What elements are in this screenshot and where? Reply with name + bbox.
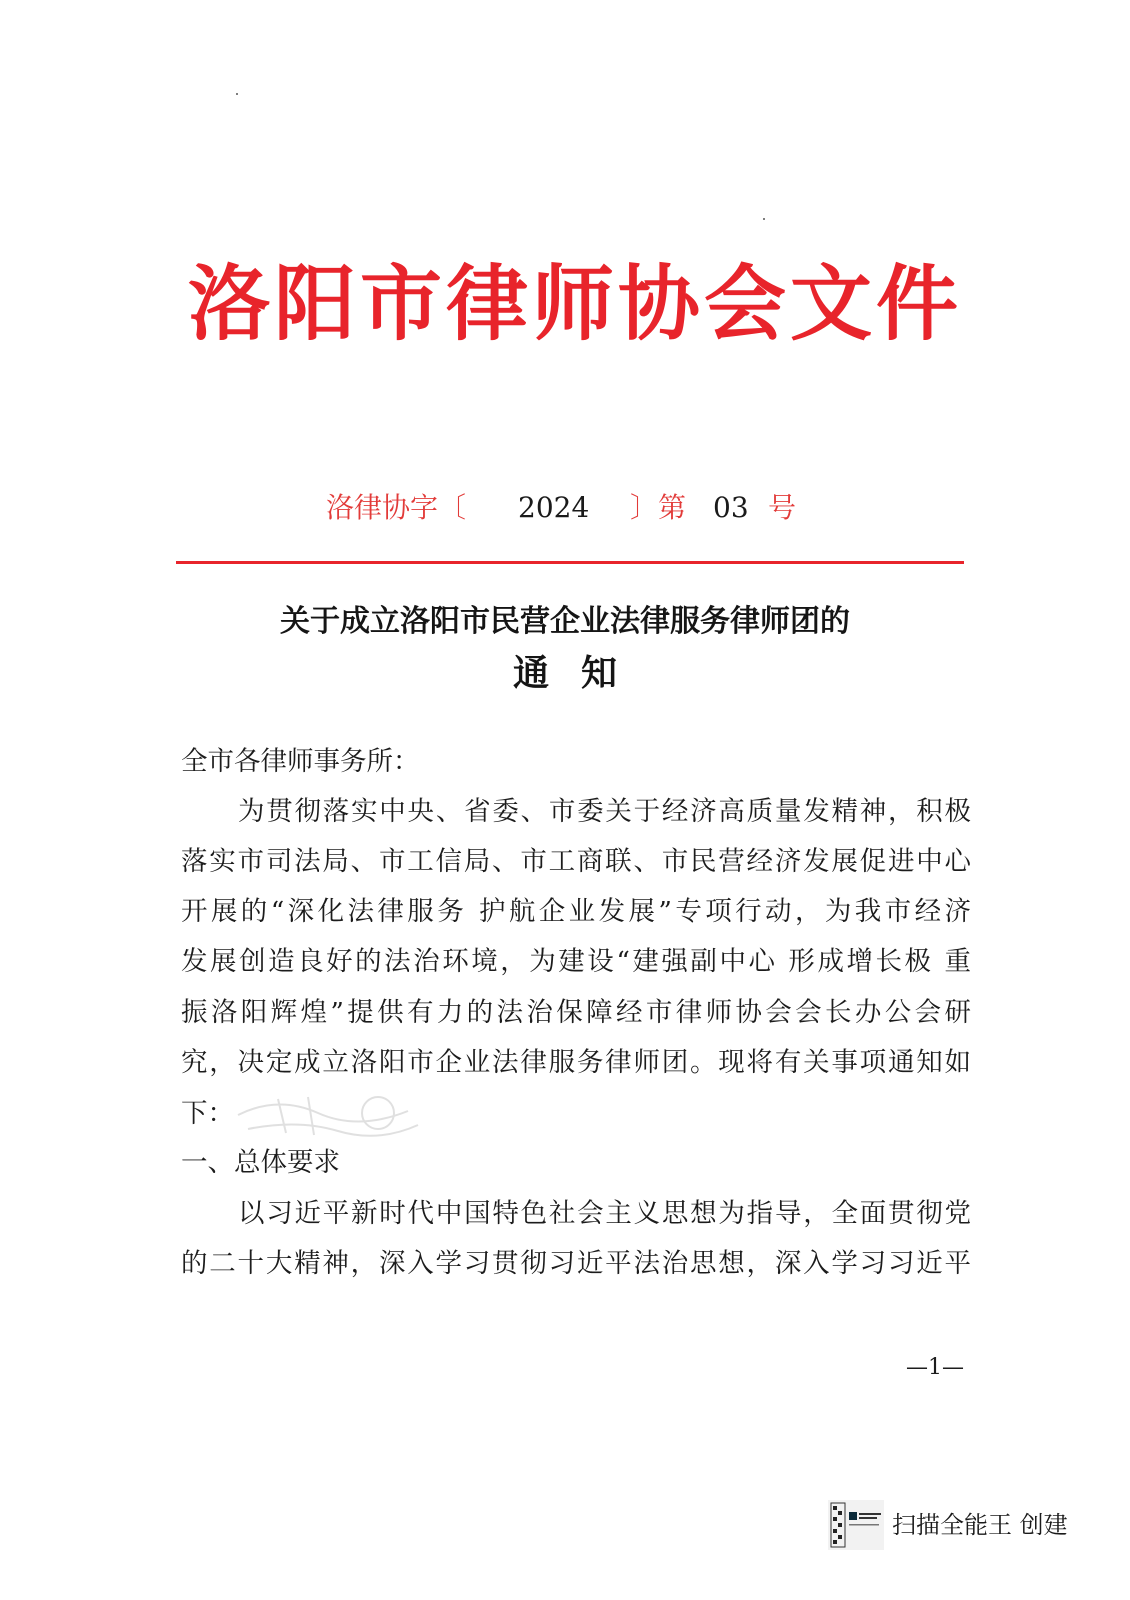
watermark-text: 扫描全能王 创建 bbox=[892, 1511, 1068, 1539]
doc-number-prefix: 洛律协字〔 bbox=[326, 491, 467, 524]
faded-stamp bbox=[218, 1085, 428, 1145]
masthead-title: 洛阳市律师协会文件 bbox=[187, 257, 962, 352]
page-number: —1— bbox=[906, 1355, 964, 1380]
body-line: 下： bbox=[181, 1098, 234, 1129]
scan-speck bbox=[236, 93, 238, 95]
body-line: 落实市司法局、市工信局、市工商联、市民营经济发展促进中心 bbox=[181, 846, 971, 877]
doc-number-mid: 〕第 bbox=[630, 491, 687, 524]
doc-number-year: 2024 bbox=[518, 491, 590, 524]
salutation: 全市各律师事务所： bbox=[181, 746, 420, 777]
qr-code-icon bbox=[828, 1500, 884, 1550]
document-title: 关于成立洛阳市民营企业法律服务律师团的 bbox=[280, 604, 850, 639]
document-subtitle: 通知 bbox=[512, 653, 649, 694]
body-line: 开展的“深化法律服务 护航企业发展”专项行动，为我市经济 bbox=[181, 896, 971, 927]
section-heading: 一、总体要求 bbox=[181, 1147, 340, 1178]
body-line: 振洛阳辉煌”提供有力的法治保障经市律师协会会长办公会研 bbox=[181, 997, 971, 1028]
body-line: 以习近平新时代中国特色社会主义思想为指导，全面贯彻党 bbox=[238, 1198, 971, 1229]
red-divider bbox=[176, 561, 964, 564]
body-line: 的二十大精神，深入学习贯彻习近平法治思想，深入学习习近平 bbox=[181, 1248, 971, 1279]
doc-number-suffix: 号 bbox=[768, 491, 797, 524]
body-line: 为贯彻落实中央、省委、市委关于经济高质量发精神，积极 bbox=[238, 796, 971, 827]
doc-number-value: 03 bbox=[713, 491, 749, 524]
body-line: 发展创造良好的法治环境，为建设“建强副中心 形成增长极 重 bbox=[181, 946, 971, 977]
scan-speck bbox=[763, 218, 765, 220]
body-line: 究，决定成立洛阳市企业法律服务律师团。现将有关事项通知如 bbox=[181, 1047, 971, 1078]
